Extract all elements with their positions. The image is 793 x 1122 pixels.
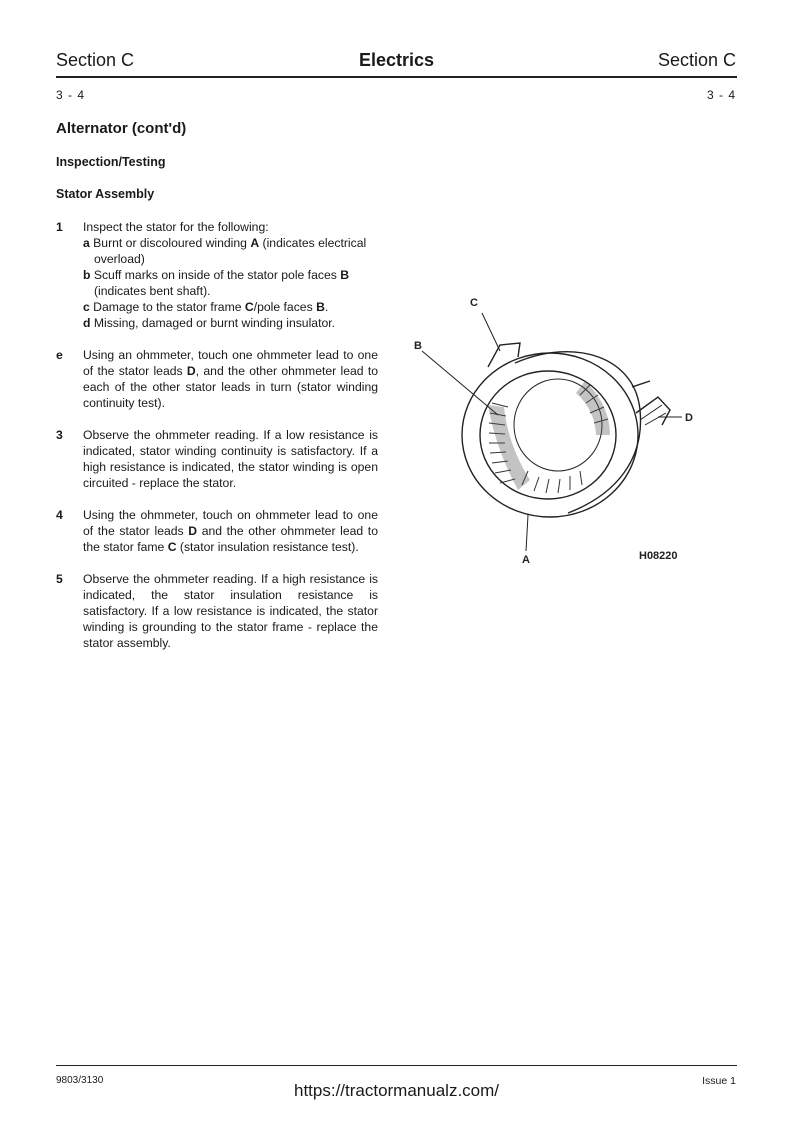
step-e: [56, 347, 378, 411]
step-number: 1: [56, 220, 63, 234]
figure-label-b: B: [414, 340, 422, 352]
header-divider: [56, 76, 737, 78]
figure-code: H08220: [639, 550, 678, 562]
figure-label-c: C: [470, 297, 478, 309]
footer-divider: [56, 1065, 737, 1066]
step-text: Using an ohmmeter, touch one ohmmeter lead to one of the stator leads D, and the other ohmmeter lead to each of the other stator leads in turn (stator winding continuity test).: [83, 348, 378, 410]
list-item: c Damage to the stator frame C/pole faces B.: [83, 300, 329, 314]
step-4: [56, 507, 378, 555]
step-text: Observe the ohmmeter reading. If a high resistance is indicated, the stator insulation resistance is satisfactory. If a low resistance is indicated, the stator winding is grounding to the stator frame - replace the stator assembly.: [83, 572, 378, 650]
step-5: [56, 571, 378, 651]
subheading-inspection: Inspection/Testing: [56, 155, 166, 169]
step-number: 5: [56, 572, 63, 586]
page-title: Electrics: [358, 50, 435, 70]
step-number: 3: [56, 428, 63, 442]
page-number-right: 3 - 4: [706, 88, 736, 102]
stator-illustration: [400, 285, 740, 585]
page-number-left: 3 - 4: [56, 88, 86, 102]
step-text: Using the ohmmeter, touch on ohmmeter lead to one of the stator leads D and the other ohmmeter lead to the stator fame C (stator insulation resistance test).: [83, 508, 378, 554]
document-number: 9803/3130: [56, 1075, 104, 1086]
section-heading: Alternator (cont'd): [56, 120, 187, 137]
leader-line-b: [422, 351, 498, 415]
section-label-left: Section C: [56, 50, 135, 70]
step-3: [56, 427, 378, 491]
leader-line-c: [482, 313, 500, 351]
stator-back-edge: [515, 352, 641, 513]
procedure-steps: [56, 219, 378, 667]
step-number: 4: [56, 508, 63, 522]
list-item: b Scuff marks on inside of the stator pole faces B (indicates bent shaft).: [83, 268, 350, 298]
step-text: Inspect the stator for the following:: [83, 220, 269, 234]
issue-number: Issue 1: [702, 1075, 736, 1087]
step-number: e: [56, 348, 63, 362]
list-item: a Burnt or discoloured winding A (indicates electrical overload): [83, 236, 367, 266]
figure-label-d: D: [685, 412, 693, 424]
stator-front-ring: [462, 353, 638, 517]
list-item: d Missing, damaged or burnt winding insulator.: [83, 316, 336, 330]
figure-label-a: A: [522, 554, 530, 566]
subheading-stator: Stator Assembly: [56, 187, 155, 201]
step-text: Observe the ohmmeter reading. If a low resistance is indicated, stator winding continuity is satisfactory. If a high resistance is indicated, the stator winding is open circuited - replace the stator.: [83, 428, 378, 490]
stator-figure: [400, 285, 740, 585]
step-1: [56, 219, 378, 331]
section-label-right: Section C: [657, 50, 736, 70]
source-url-link[interactable]: https://tractormanualz.com/: [293, 1081, 500, 1100]
leader-line-a: [526, 515, 528, 551]
